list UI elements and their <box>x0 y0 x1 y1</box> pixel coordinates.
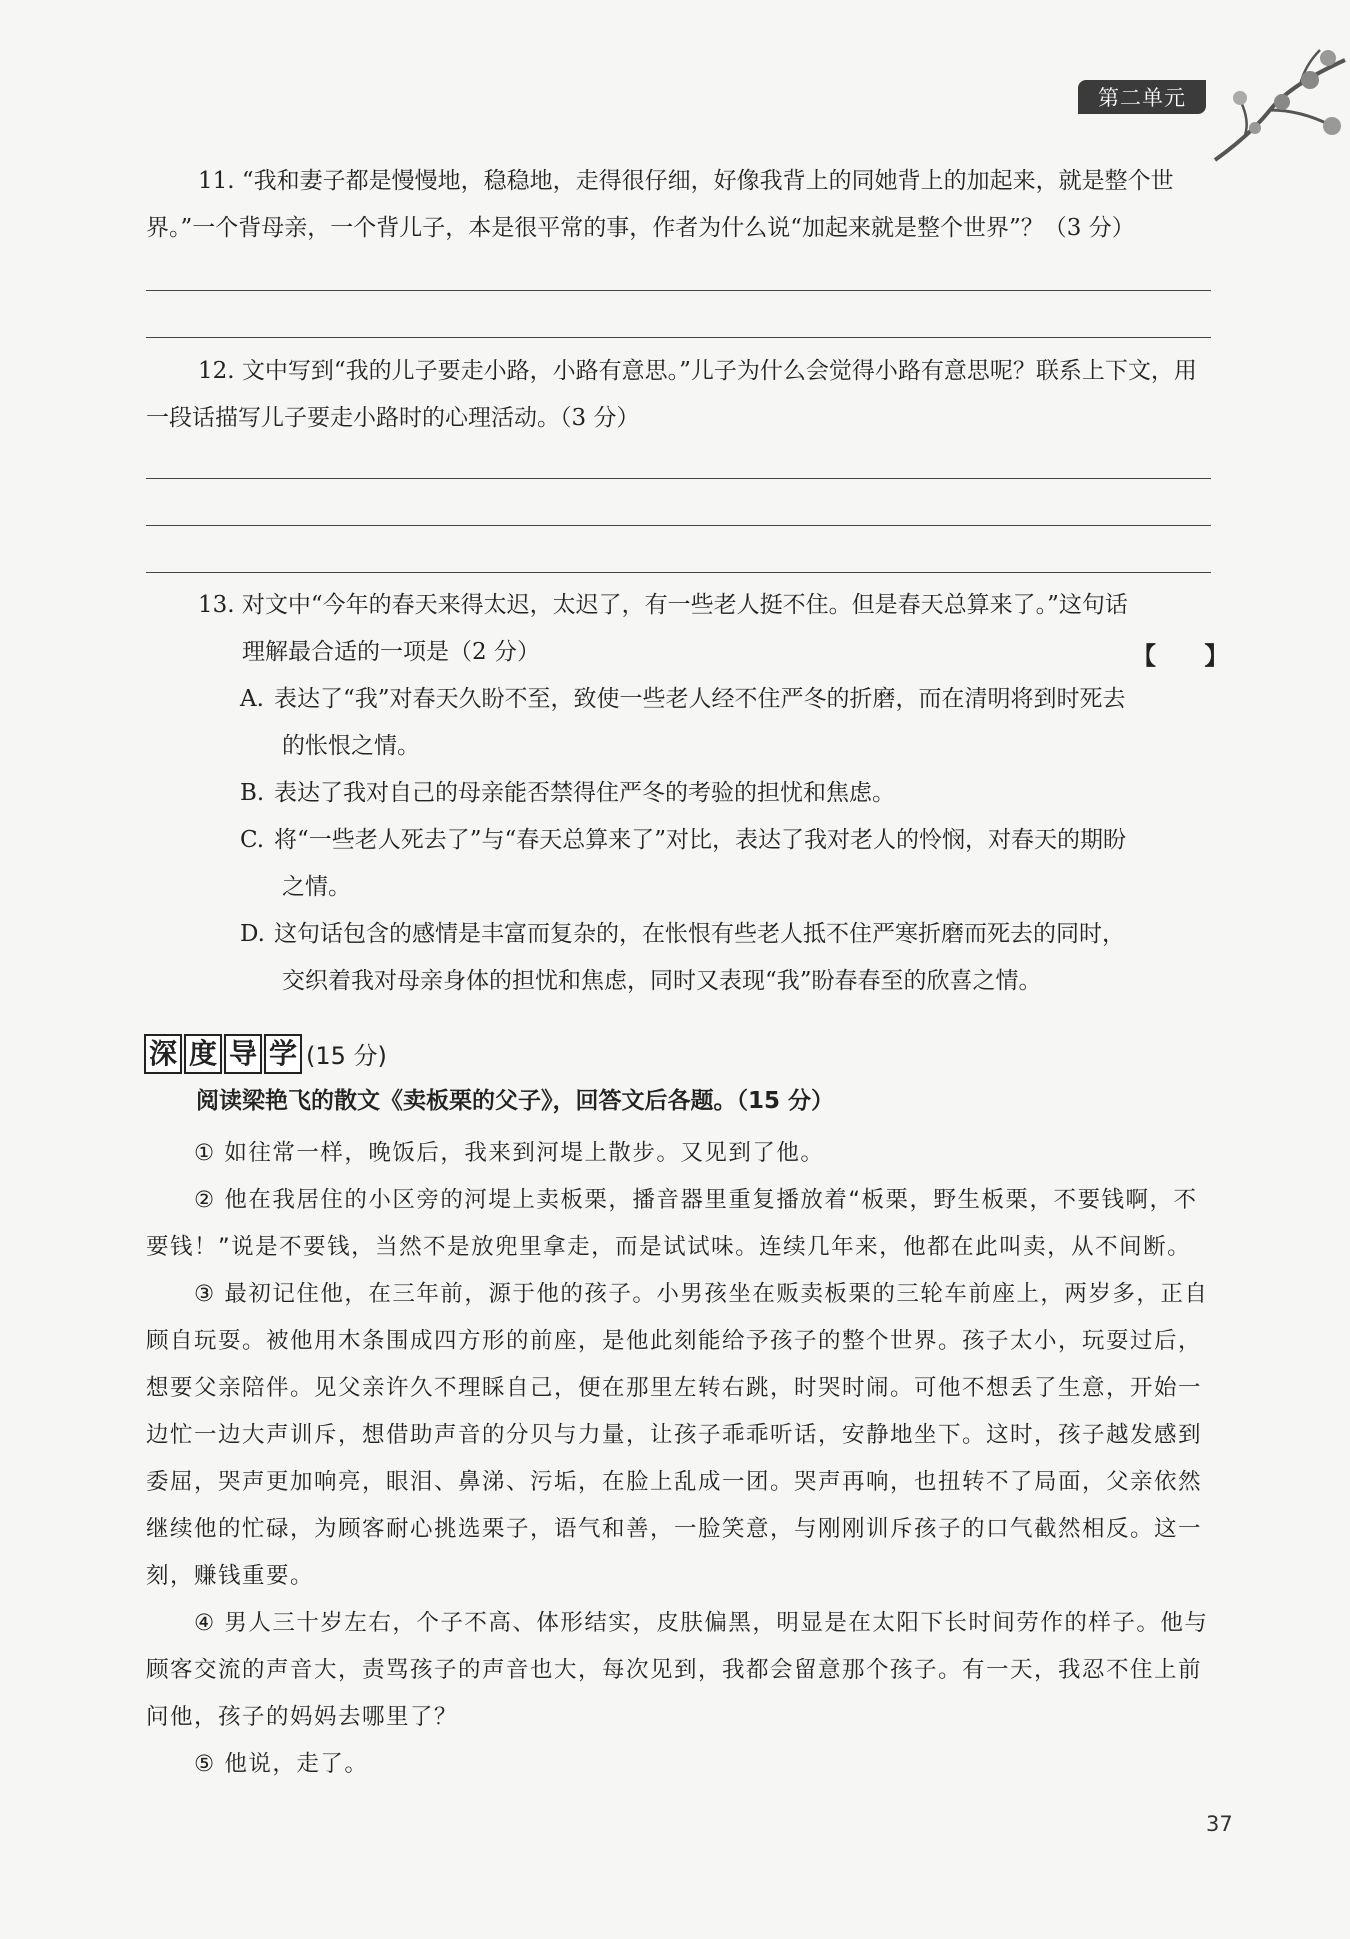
answer-line[interactable] <box>146 337 1211 338</box>
passage-paragraph-1: ① 如往常一样，晚饭后，我来到河堤上散步。又见到了他。 <box>194 1140 825 1166</box>
passage-paragraph-5: ⑤ 他说，走了。 <box>194 1751 369 1777</box>
passage-paragraph-3: ③ 最初记住他，在三年前，源于他的孩子。小男孩坐在贩卖板栗的三轮车前座上，两岁多，正自顾自玩耍。被他用木条围成四方形的前座，是他此刻能给予孩子的整个世界。孩子太小，玩耍过后，想要父亲陪伴。见父亲许久不理睬自己，便在那里左转右跳，时哭时闹。可他不想丢了生意，开始一边忙一边大声训斥，想借助声音的分贝与力量，让孩子乖乖听话，安静地坐下。这时，孩子越发感到委屈，哭声更加响亮，眼泪、鼻涕、污垢，在脸上乱成一团。哭声再响，也扭转不了局面，父亲依然继续他的忙碌，为顾客耐心挑选栗子，语气和善，一脸笑意，与刚刚训斥孩子的口气截然相反。这一刻，赚钱重要。 <box>146 1281 1209 1589</box>
option-text-continued: 交织着我对母亲身体的担忧和焦虑，同时又表现“我”盼春春至的欣喜之情。 <box>282 968 1042 994</box>
question-13-stem-line2: 理解最合适的一项是（2 分） <box>242 639 540 665</box>
answer-line[interactable] <box>146 478 1211 479</box>
option-a[interactable] <box>240 676 1211 770</box>
answer-line[interactable] <box>146 525 1211 526</box>
passage-paragraph-4: ④ 男人三十岁左右，个子不高、体形结实，皮肤偏黑，明显是在太阳下长时间劳作的样子。他与顾客交流的声音大，责骂孩子的声音也大，每次见到，我都会留意那个孩子。有一天，我忍不住上前问他，孩子的妈妈去哪里了？ <box>146 1610 1209 1730</box>
option-text-continued: 的怅恨之情。 <box>282 733 420 759</box>
option-d[interactable] <box>240 911 1211 1005</box>
option-text: 这句话包含的感情是丰富而复杂的，在怅恨有些老人抵不住严寒折磨而死去的同时， <box>274 921 1125 947</box>
option-c[interactable] <box>240 817 1211 911</box>
section-title-char: 度 <box>184 1034 222 1074</box>
option-letter: D. <box>240 921 265 947</box>
passage-paragraph-2: ② 他在我居住的小区旁的河堤上卖板栗，播音器里重复播放着“板栗，野生板栗，不要钱啊，不要钱！”说是不要钱，当然不是放兜里拿走，而是试试味。连续几年来，他都在此叫卖，从不间断。 <box>146 1187 1198 1260</box>
section-title-char: 学 <box>264 1034 302 1074</box>
question-11: 11. “我和妻子都是慢慢地，稳稳地，走得很仔细，好像我背上的同她背上的加起来，就是整个世界。”一个背母亲，一个背儿子，本是很平常的事，作者为什么说“加起来就是整个世界”？（3 分） <box>146 168 1174 241</box>
option-letter: C. <box>240 827 265 853</box>
section-title-char: 深 <box>144 1034 182 1074</box>
option-text: 表达了我对自己的母亲能否禁得住严冬的考验的担忧和焦虑。 <box>274 780 895 806</box>
option-text: 表达了“我”对春天久盼不至，致使一些老人经不住严冬的折磨，而在清明将到时死去 <box>274 686 1126 712</box>
question-12: 12. 文中写到“我的儿子要走小路，小路有意思。”儿子为什么会觉得小路有意思呢？联系上下文，用一段话描写儿子要走小路时的心理活动。（3 分） <box>146 358 1197 431</box>
page-number: 37 <box>1206 1812 1233 1836</box>
answer-line[interactable] <box>146 572 1211 573</box>
unit-tab: 第二单元 <box>1078 80 1206 114</box>
option-text: 将“一些老人死去了”与“春天总算来了”对比，表达了我对老人的怜悯，对春天的期盼 <box>274 827 1127 853</box>
section-heading <box>144 1030 387 1074</box>
section-title <box>144 1034 302 1074</box>
answer-bracket[interactable]: 【 】 <box>1132 641 1249 670</box>
section-score: (15 分) <box>306 1042 387 1070</box>
question-13-stem-line1: 13. 对文中“今年的春天来得太迟，太迟了，有一些老人挺不住。但是春天总算来了。”这句话 <box>198 592 1128 618</box>
plum-branch-decoration <box>1210 40 1350 170</box>
option-b[interactable] <box>240 770 1211 817</box>
option-letter: B. <box>240 780 265 806</box>
answer-line[interactable] <box>146 290 1211 291</box>
option-letter: A. <box>240 686 264 712</box>
option-text-continued: 之情。 <box>282 874 351 900</box>
reading-instruction: 阅读梁艳飞的散文《卖板栗的父子》，回答文后各题。（15 分） <box>196 1088 835 1114</box>
section-title-char: 导 <box>224 1034 262 1074</box>
